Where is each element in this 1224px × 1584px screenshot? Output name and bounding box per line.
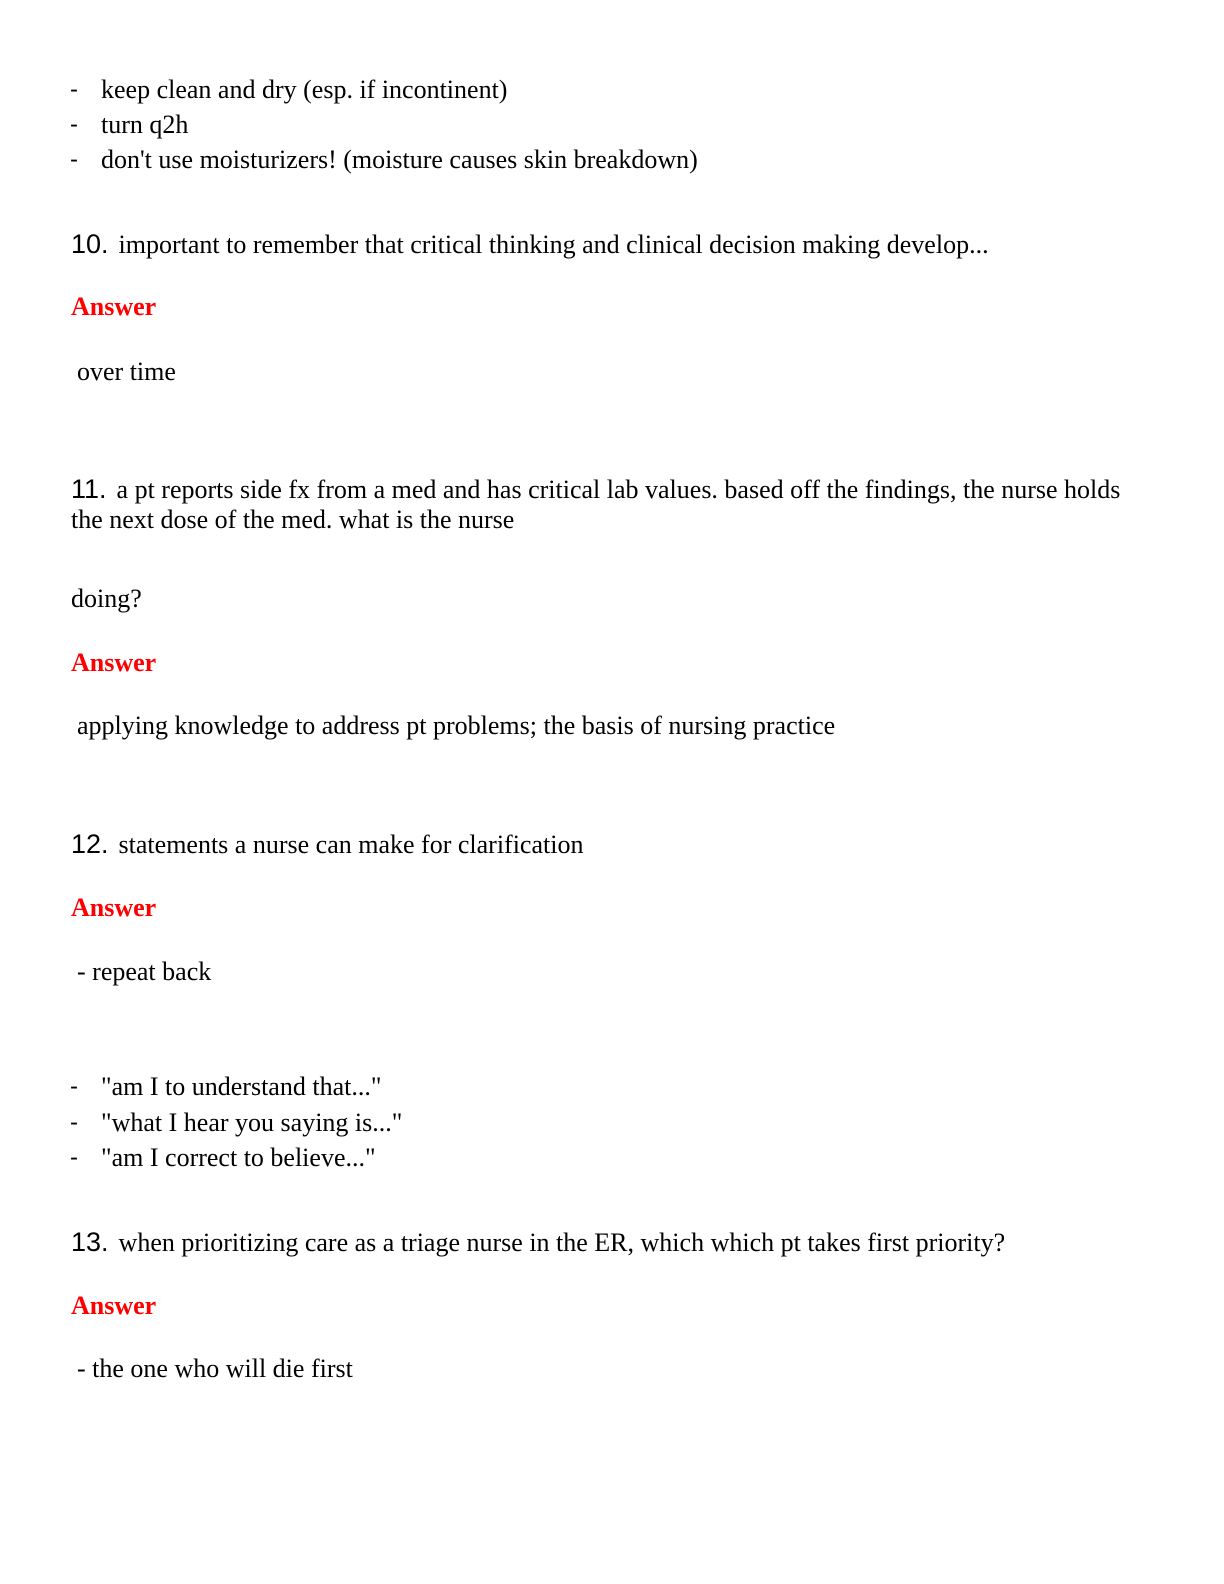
question-text-continued: doing? xyxy=(71,584,142,613)
bullet-dash: - xyxy=(70,1109,78,1136)
answer-label: Answer xyxy=(71,648,157,677)
bullet-dash: - xyxy=(70,76,78,103)
answer-label: Answer xyxy=(71,893,157,922)
bullet-dash: - xyxy=(70,1073,78,1100)
question-text: when prioritizing care as a triage nurse in the ER, which which pt takes first priority? xyxy=(118,1228,1006,1257)
list-item: "am I to understand that..." xyxy=(101,1072,382,1101)
answer-text: applying knowledge to address pt problems; the basis of nursing practice xyxy=(77,711,836,740)
bullet-dash: - xyxy=(70,111,78,138)
question-number: 10. xyxy=(71,229,109,259)
list-item: turn q2h xyxy=(101,110,189,139)
answer-text: - repeat back xyxy=(77,957,212,986)
question-line xyxy=(71,828,583,861)
list-item: "am I correct to believe..." xyxy=(101,1143,376,1172)
question-line xyxy=(71,1226,1005,1259)
answer-label: Answer xyxy=(71,292,157,321)
question-text: important to remember that critical thinking and clinical decision making develop... xyxy=(118,230,989,259)
question-text: a pt reports side fx from a med and has critical lab values. based off the findings, the nurse holds the next dose of the med. what is the nurse xyxy=(71,475,1121,534)
answer-label: Answer xyxy=(71,1291,157,1320)
question-number: 13. xyxy=(71,1227,109,1257)
list-item: keep clean and dry (esp. if incontinent) xyxy=(101,75,508,104)
question-line xyxy=(71,474,1151,535)
question-line xyxy=(71,228,989,261)
list-item: don't use moisturizers! (moisture causes skin breakdown) xyxy=(101,145,698,174)
question-number: 12. xyxy=(71,829,109,859)
answer-text: - the one who will die first xyxy=(77,1354,353,1383)
question-number: 11. xyxy=(71,474,107,504)
bullet-dash: - xyxy=(70,146,78,173)
question-text: statements a nurse can make for clarification xyxy=(118,830,584,859)
bullet-dash: - xyxy=(70,1144,78,1171)
list-item: "what I hear you saying is..." xyxy=(101,1108,403,1137)
answer-text: over time xyxy=(77,357,176,386)
